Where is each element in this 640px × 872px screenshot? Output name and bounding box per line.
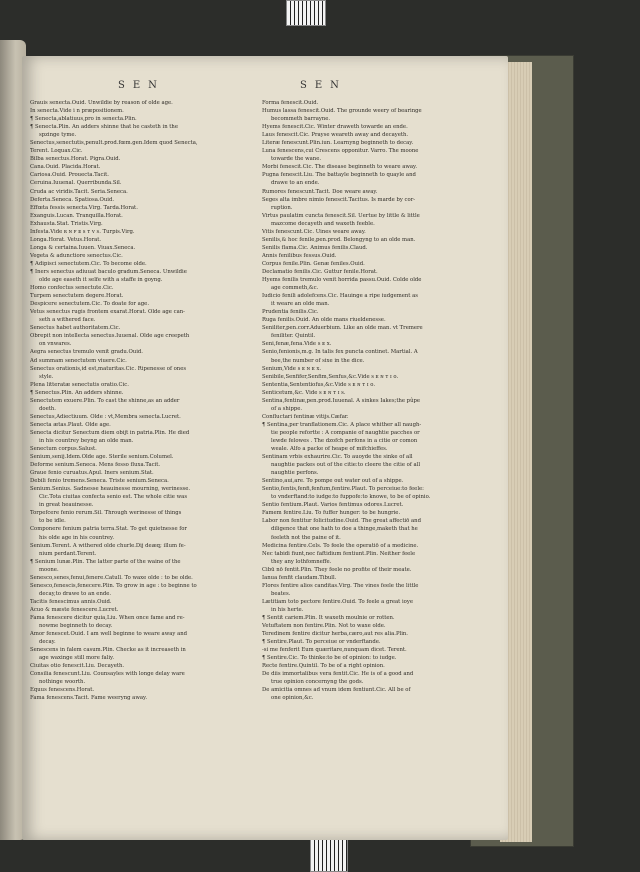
dictionary-line: De amicitia omnes ad vnum idem fentiunt.Cic. All be of bbox=[262, 687, 411, 694]
dictionary-line: Senium,Vide s ᴇ ɴ ᴇ x. bbox=[262, 365, 322, 372]
dictionary-line: Senilis flama.Cic. Animus fenilis.Claud. bbox=[262, 244, 368, 251]
dictionary-line: Senectus,senectutis,penult.prod.fœm.gen.Idem quod Senecta, bbox=[30, 140, 198, 147]
dictionary-line: Annis fenilibus fessus.Ouid. bbox=[262, 252, 337, 259]
dictionary-line: true opinion concernyng the gods. bbox=[271, 679, 364, 686]
dictionary-line: Senectus,Adiectiuum. Olde : vt,Membra senecta.Lucret. bbox=[30, 413, 181, 420]
dictionary-line: Sentina,fentinæ,pen.prod.Iuuenal. A sinkes Iakes;the pûpe bbox=[262, 397, 421, 404]
dictionary-line: Iudicio fenili adolefcens.Cic. Hauinge a ripe iudgement as bbox=[262, 293, 418, 300]
dictionary-line: Laus fenescit.Cic. Prayse weareth away and decayeth. bbox=[262, 132, 409, 139]
dictionary-line: on vnwares. bbox=[39, 341, 72, 348]
dictionary-line: ¶ Senecta.Plin. An adders shinne that he casteth in the bbox=[30, 124, 178, 131]
dictionary-line: style. bbox=[39, 373, 54, 380]
dictionary-line: ¶ Senectus.Plin. An adders shinne. bbox=[30, 389, 124, 396]
dictionary-line: Debili fenio tremens.Seneca. Triste senium.Seneca. bbox=[30, 478, 169, 485]
dictionary-line: In senecta.Vide i n præpositionem. bbox=[30, 108, 124, 115]
dictionary-line: feniliter. Quintil. bbox=[271, 333, 316, 340]
dictionary-line: Ad summam senectutem viuere.Cic. bbox=[30, 357, 127, 364]
dictionary-line: ¶ Sentire.Plaut. To perceiue or vnderftande. bbox=[262, 639, 381, 646]
dictionary-line: Acuo & mæste fenescere.Lucret. bbox=[30, 606, 119, 613]
dictionary-line: Ianua fenfit claudam.Tibull. bbox=[262, 574, 337, 581]
dictionary-line: Fama fenescere dicitur quia,Liu. When once fame and re- bbox=[30, 615, 185, 621]
dictionary-line: Senectus habet authoritatem.Cic. bbox=[30, 325, 121, 332]
dictionary-line: decay,to drawe to an ende. bbox=[39, 590, 112, 597]
dictionary-line: ¶ Sentit cariem.Plin. It waxeth moulnie or rotten. bbox=[262, 615, 395, 621]
dictionary-line: nium perdant.Terent. bbox=[39, 550, 97, 557]
dictionary-line: Cana.Ouid. Placida.Horat. bbox=[30, 164, 101, 171]
dictionary-line: Prudentia fenilis.Cic. bbox=[262, 309, 319, 316]
dictionary-line: Cibū nō fentit.Plin. They feele no profite of their meate. bbox=[262, 566, 412, 573]
dictionary-line: tie people refortte : A companie of naughtie pacches or bbox=[271, 429, 420, 436]
dictionary-line: Senium,senij.Idem.Olde age. Sterile senium.Columel. bbox=[30, 454, 174, 461]
dictionary-line: Bilba senectus.Horat. Pigra.Ouid. bbox=[30, 156, 121, 163]
dictionary-line: Flores fentire alios canditas.Virg. The vines feele the little bbox=[262, 582, 419, 589]
dictionary-line: ¶ Sentina,per tranflationem.Cic. A place whither all naugh- bbox=[262, 421, 422, 428]
dictionary-line: to vnderftand:to iudge:to fuppofe:to knowe, to be of opinio. bbox=[271, 494, 431, 501]
dictionary-line: towarde the wane. bbox=[271, 156, 322, 163]
dictionary-line: Graue fenio curuatus.Apul. Iners senium.Stat. bbox=[30, 470, 154, 477]
dictionary-line: Exanguis.Lucan. Tranquilla.Horat. bbox=[30, 212, 123, 219]
dictionary-line: Vetuftatem non fentire.Plin. Not to waxe olde. bbox=[262, 623, 386, 630]
dictionary-line: Senium.Senius. Sadnesse heauinesse mourning, werinesse. bbox=[30, 486, 191, 493]
dictionary-line: Seniliter,pen.corr.Aduerbium. Like an olde man. vt Tremere bbox=[262, 325, 423, 332]
running-head-left: SEN bbox=[118, 80, 165, 91]
dictionary-line: Teredinem fentire dicitur herba,cæro,aut res alia.Plin. bbox=[262, 631, 408, 638]
dictionary-line: ruption. bbox=[271, 204, 293, 211]
dictionary-line: Cariosa.Ouid. Prouecta.Tacit. bbox=[30, 172, 109, 179]
dictionary-line: doeth. bbox=[39, 405, 56, 412]
dictionary-line: Infesta.Vide ʀ ɴ ꜰ ᴇ s ᴛ ᴠ s. Turpis.Virg. bbox=[30, 228, 135, 235]
dictionary-line: Luna fenescens,cui Crescens opponitur. Varro. The moone bbox=[262, 148, 419, 155]
dictionary-line: Ceruina.Iuuenal. Querribunda.Sil. bbox=[30, 180, 122, 187]
dictionary-line: ¶ Iners senectus adiuuat baculo gradum.Seneca. Unwildie bbox=[30, 268, 187, 275]
dictionary-line: naughtie packes out of the citie:to cleere the citie of all bbox=[271, 462, 421, 469]
dictionary-line: Literæ fenescunt.Plin.iun. Learnyng beginneth to decay. bbox=[262, 140, 414, 147]
dictionary-line: Cic.Tota ciuitas confecta senio est. The whole citie was bbox=[39, 494, 188, 501]
dictionary-line: Hyems fenescit.Cic. Winter draweth towarde an ende. bbox=[262, 124, 408, 131]
dictionary-line: Lætitiam toto pectore fentire.Ouid. To feele a great ioye bbox=[262, 598, 413, 605]
dictionary-line: Medicina fentire.Cels. To feele the operatiō of a medicine. bbox=[262, 542, 419, 549]
dictionary-line: decay. bbox=[39, 639, 56, 646]
dictionary-line: ¶ Senecta,ablatiuus,pro in senecta.Plin. bbox=[30, 116, 137, 123]
dictionary-line: weale. Alfo a packe of heape of mifchieffes. bbox=[271, 446, 388, 453]
dictionary-line: spzinge tyme. bbox=[39, 132, 77, 139]
dictionary-line: Seni,fenæ,fena.Vide s ᴇ x. bbox=[262, 341, 332, 348]
dictionary-line: Plena litteratæ senectutis oratio.Cic. bbox=[30, 381, 129, 388]
dictionary-line: Senecta ætas.Plaut. Olde age. bbox=[30, 421, 111, 428]
dictionary-line: Nec tabidi fiunt,nec faftidium fentiunt.Plin. Neither feele bbox=[262, 550, 416, 557]
dictionary-line: ¶ Senium lunæ.Plin. The latter parte of the waine of the bbox=[30, 558, 181, 565]
dictionary-line: ¶ Sentire.Cic. To thinke:to be of opinion: to iudge. bbox=[262, 655, 397, 662]
dictionary-line: Senilis,& hoc fenile,pen.prod. Belongyng to an olde man. bbox=[262, 236, 416, 243]
dictionary-line: bee,the number of sixe in the dice. bbox=[271, 357, 365, 364]
dictionary-line: olde age easeth it selfe with a staffe in goyng. bbox=[39, 277, 163, 284]
dictionary-line: Longa & certaina.Iuuen. Viuax.Seneca. bbox=[30, 244, 136, 251]
dictionary-line: Senesco,senes,fenui,fenere.Catull. To waxe olde : to be olde. bbox=[30, 574, 193, 581]
dictionary-line: Vetus senectus rugis frontem exarat.Horat. Olde age can- bbox=[30, 309, 185, 316]
dictionary-line: Vitis fenescunt.Cic. Uines weare away. bbox=[262, 228, 366, 235]
dictionary-line: Corpus fenile.Plin. Genæ feniles.Ouid. bbox=[262, 260, 365, 267]
dictionary-line: moone. bbox=[39, 566, 59, 573]
dictionary-line: Rumores fenescunt.Tacit. Doe weare away. bbox=[262, 188, 378, 195]
left-column bbox=[30, 99, 252, 703]
dictionary-line: Senticetum,&c. Vide s ᴇ ɴ ᴛ ɪ s. bbox=[262, 389, 346, 396]
dictionary-line: Vegeta & adunctiore senectus.Cic. bbox=[30, 252, 123, 259]
dictionary-line: nothinge woorth. bbox=[39, 679, 86, 686]
dictionary-line: one opinion,&c. bbox=[271, 695, 314, 702]
dictionary-line: Componere fenium patria terra.Stat. To get quietnesse for bbox=[30, 526, 187, 533]
dictionary-line: -si me fenferit Eum quæritare,nunquam dicet. Terent. bbox=[262, 647, 407, 654]
dictionary-line: Famem fentire.Liu. To fuffer hunger: to be hungrie. bbox=[262, 510, 401, 517]
dictionary-line: Deforme senium.Seneca. Mens fesso fluxa.Tacit. bbox=[30, 462, 161, 469]
dictionary-line: it weare an olde man. bbox=[271, 301, 330, 308]
dictionary-line: to be idle. bbox=[39, 518, 66, 525]
dictionary-line: Morbi fenescit.Cic. The disease beginneth to weare away. bbox=[262, 164, 418, 171]
dictionary-line: Virtus paulatim cuncta fenescit.Sil. Uertue by little & little bbox=[262, 212, 420, 219]
dictionary-line: Senescens in falem casum.Plin. Checke as it increaseth in bbox=[30, 647, 186, 654]
dictionary-line: Sentinam vrbis exhaurire.Cic. To auoyde the sinke of all bbox=[262, 454, 413, 461]
dictionary-line: Senecta dicitur Senectum diem obijt in patria.Plin. He died bbox=[30, 429, 190, 436]
dictionary-line: Senibile,Senfifer,Senfim,Senfus,&c.Vide s ᴇ ɴ ᴛ ɪ o. bbox=[262, 373, 399, 380]
dictionary-line: Sentio fentium.Plaut. Varios fentimus odores.Lucret. bbox=[262, 502, 404, 509]
dictionary-line: Aegra senectus tremulo venit gradu.Ouid. bbox=[30, 349, 143, 356]
dictionary-line: nowme beginneth to decay. bbox=[39, 623, 113, 630]
dictionary-line: mazcome decayeth and waxeth feeble. bbox=[271, 220, 375, 227]
dictionary-line: Despicere senectutem.Cic. To doate for age. bbox=[30, 301, 150, 308]
dictionary-line: Hyems fenilis tremulo venit horrida passu.Ouid. Colde olde bbox=[262, 277, 422, 284]
dictionary-line: Obrepit non intellecta senectus.Iuuenal. Olde age creepeth bbox=[30, 333, 190, 340]
right-column bbox=[262, 99, 484, 703]
dictionary-line: feeleth not the paine of it. bbox=[271, 534, 341, 541]
dictionary-line: in great heauinesse. bbox=[39, 502, 94, 509]
dictionary-line: Ciuitas otio fenescit.Liu. Decayeth. bbox=[30, 663, 125, 670]
dictionary-line: Confluctari fentinæ vitijs.Cæfar. bbox=[262, 413, 349, 420]
dictionary-line: in his herte. bbox=[271, 606, 304, 613]
dictionary-line: Grauis senecta.Ouid. Unwildie by reason of olde age. bbox=[30, 100, 173, 106]
dictionary-line: Sententia,Sententiofus,&c.Vide s ᴇ ɴ ᴛ ɪ o. bbox=[262, 381, 376, 388]
dictionary-line: Sentino,aui,are. To pompe out water out of a shippe. bbox=[262, 478, 404, 485]
dictionary-line: Effœta fessis senecta.Virg. Tarda.Horat. bbox=[30, 204, 138, 211]
dictionary-line: Forma fenescit.Ouid. bbox=[262, 100, 319, 106]
dictionary-line: De diis immortalibus vera fentit.Cic. He is of a good and bbox=[262, 671, 414, 678]
dictionary-line: lewde felowes . The dzofch perfons in a citie or comon bbox=[271, 437, 418, 444]
dictionary-line: they any lothfomneffe. bbox=[271, 558, 332, 565]
dictionary-line: Exhausta.Stat. Tristis.Virg. bbox=[30, 220, 103, 227]
dictionary-line: Senectum corpus.Salust. bbox=[30, 446, 97, 453]
dictionary-line: Declamatio fenilis.Cic. Guttur fenile.Horat. bbox=[262, 268, 378, 275]
dictionary-line: Senio,fenionis,m.g. In talis fex puncta continet. Martial. A bbox=[262, 349, 418, 356]
dictionary-line: Terent. Loquax.Cic. bbox=[30, 148, 83, 155]
dictionary-line: Torpefcere fenio rerum.Sil. Through werinesse of things bbox=[30, 510, 182, 517]
dictionary-line: Senectus orationis,id est,maturitas.Cic. Ripenesse of ones bbox=[30, 365, 187, 372]
dictionary-line: Senium.Terent. A withered olde churle.Dij deæq; illum fe- bbox=[30, 542, 186, 549]
dictionary-line: naughtie perfons. bbox=[271, 470, 319, 477]
dictionary-line: beates. bbox=[271, 590, 291, 597]
dictionary-line: Ruga fenilis.Ouid. An olde mans riueldenesse. bbox=[262, 317, 386, 324]
dictionary-line: Turpem senectutem degere.Horat. bbox=[30, 293, 124, 300]
dictionary-line: in his countrey beyng an olde man. bbox=[39, 437, 134, 444]
running-head-right: SEN bbox=[300, 80, 347, 91]
dictionary-line: Seges alta imbre nimio fenescit.Tacitus. Is marde by cor- bbox=[262, 196, 416, 203]
dictionary-line: Humus lassa fenescit.Ouid. The grounde weery of bearinge bbox=[262, 108, 422, 115]
dictionary-line: Cruda ac viridis.Tacit. Seria.Seneca. bbox=[30, 188, 128, 195]
dictionary-line: Senesco,fenescis,fenecere.Plin. To grow in age : to beginne to bbox=[30, 582, 197, 589]
dictionary-line: Deferta.Seneca. Spatiosa.Ouid. bbox=[30, 196, 115, 203]
dictionary-line: Labor non fentitur folicitudine.Ouid. The great affectiō and bbox=[262, 518, 421, 525]
scale-ruler-top bbox=[286, 0, 326, 26]
dictionary-line: Equus fenescens.Horat. bbox=[30, 687, 95, 694]
dictionary-line: Tacitis fenescimus annis.Ouid. bbox=[30, 598, 112, 605]
dictionary-line: of a shippe. bbox=[271, 405, 303, 412]
dictionary-line: Senectutem exuere.Plin. To cast the shinne,as an adder bbox=[30, 397, 180, 404]
dictionary-line: becommeth barrayne. bbox=[271, 116, 331, 123]
dictionary-line: drawe to an ende. bbox=[271, 180, 320, 187]
dictionary-line: age waxinge still more faliy. bbox=[39, 655, 115, 662]
dictionary-line: diligence that one hath to doe a thinge,maketh that he bbox=[271, 526, 418, 533]
dictionary-line: Sentio,fentis,fenfi,fenfum,fentire.Plaut. To perceiue:to feele: bbox=[262, 486, 424, 493]
dictionary-line: Amor fenescet.Ouid. I am well beginne to weare away and bbox=[30, 631, 188, 638]
dictionary-line: his olde age in his countrey. bbox=[39, 534, 115, 541]
dictionary-line: Recte fentire.Quintil. To be of a right opinion. bbox=[262, 663, 385, 670]
dictionary-line: age commeth,&c. bbox=[271, 285, 319, 292]
dictionary-line: ¶ Adipisci senectutem.Cic. To become olde. bbox=[30, 260, 147, 267]
dictionary-line: Longa.Horat. Vetus.Horat. bbox=[30, 236, 102, 243]
dictionary-line: Homo confectus senectute.Cic. bbox=[30, 285, 114, 292]
dictionary-line: Fama fenescens.Tacit. Fame weeryng away. bbox=[30, 695, 147, 702]
dictionary-line: seth a withered face. bbox=[39, 317, 96, 324]
dictionary-line: Consilia fenescunt.Liu. Counsayles with longe delay ware bbox=[30, 671, 185, 678]
dictionary-line: Pugna fenescit.Liu. The battayle beginneth to quayle and bbox=[262, 172, 416, 179]
